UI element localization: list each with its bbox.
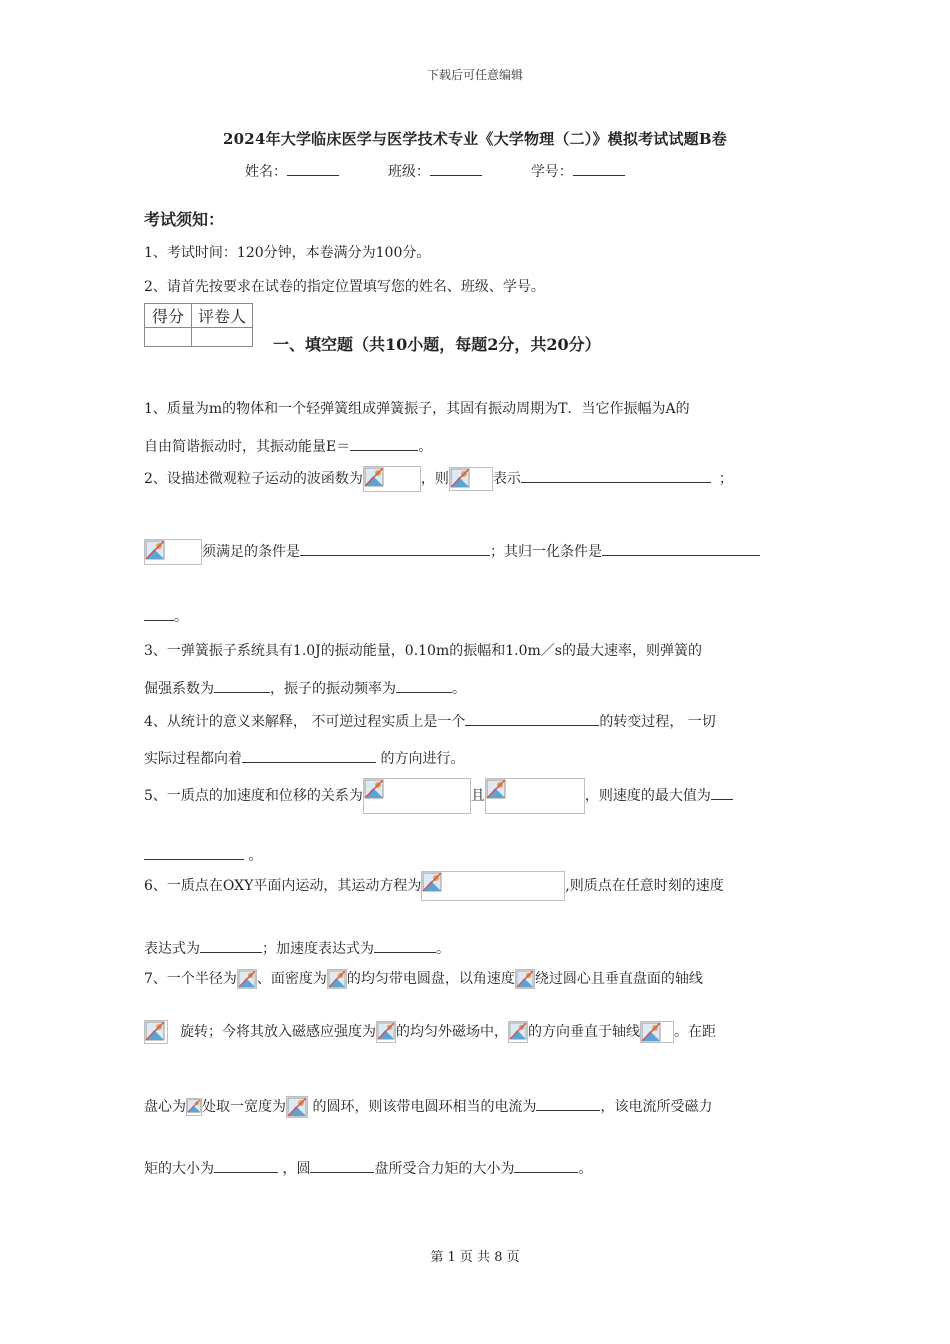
text: ，圆: [278, 1161, 311, 1177]
text: 的转变过程， 一切: [599, 714, 716, 730]
answer-blank[interactable]: [536, 1096, 600, 1111]
formula-image-icon: [485, 778, 585, 814]
text: 。: [174, 609, 188, 625]
formula-image-icon: [186, 1098, 202, 1116]
text: 旋转；今将其放入磁感应强度为: [180, 1024, 376, 1040]
text: 矩的大小为: [144, 1161, 214, 1177]
text: 盘所受合力矩的大小为: [374, 1161, 515, 1177]
formula-image-icon: [363, 466, 421, 492]
student-id-blank[interactable]: [573, 161, 625, 176]
formula-image-icon: [327, 969, 347, 989]
question-3-line: 3、一弹簧振子系统具有1.0J的振动能量，0.10m的振幅和1.0m／s的最大速率，则弹簧的: [144, 643, 702, 659]
formula-image-icon: [144, 539, 202, 565]
text: 处取一宽度为: [202, 1099, 286, 1115]
question-4-line: [144, 711, 716, 731]
grader-header: 评卷人: [192, 304, 253, 328]
formula-image-icon: [508, 1021, 528, 1043]
question-5-line: [144, 778, 733, 814]
answer-blank[interactable]: [242, 748, 376, 763]
text: ；加速度表达式为: [262, 941, 374, 957]
text: 的圆环，则该带电圆环相当的电流为: [308, 1099, 537, 1115]
score-header: 得分: [145, 304, 192, 328]
formula-image-icon: [640, 1021, 674, 1043]
question-6-line: [144, 938, 450, 958]
class-label: 班级：: [387, 164, 430, 180]
answer-blank[interactable]: [214, 678, 270, 693]
text: 。: [244, 848, 263, 864]
answer-blank[interactable]: [300, 541, 490, 556]
answer-blank[interactable]: [144, 606, 174, 621]
formula-image-icon: [286, 1096, 308, 1118]
question-7-line: [144, 1018, 716, 1046]
answer-blank[interactable]: [514, 1158, 578, 1173]
text: 5、一质点的加速度和位移的关系为: [144, 788, 363, 804]
formula-image-icon: [376, 1021, 396, 1043]
formula-image-icon: [144, 1020, 168, 1044]
text: 绕过圆心且垂直盘面的轴线: [534, 971, 703, 987]
student-info: [245, 161, 625, 181]
text: ,则质点在任意时刻的速度: [565, 878, 724, 894]
text: 的方向进行。: [376, 751, 465, 767]
text: 表达式为: [144, 941, 200, 957]
text: 须满足的条件是: [202, 544, 300, 560]
formula-image-icon: [237, 969, 257, 989]
score-cell[interactable]: [145, 328, 192, 347]
text: 。: [578, 1161, 593, 1177]
text: 。: [436, 941, 450, 957]
text: 。在距: [674, 1024, 716, 1040]
question-1-line: [144, 436, 432, 456]
exam-title: 2024年大学临床医学与医学技术专业《大学物理（二）》模拟考试试题B卷: [223, 130, 727, 148]
question-6-line: [144, 871, 724, 901]
text: 。: [418, 439, 433, 455]
text: ；其归一化条件是: [490, 544, 602, 560]
text: 的均匀外磁场中，: [396, 1024, 508, 1040]
text: 、面密度为: [256, 971, 327, 987]
text: 自由简谐振动时，其振动能量E＝: [144, 439, 351, 455]
question-5-line: [144, 845, 262, 865]
question-3-line: [144, 678, 466, 698]
answer-blank[interactable]: [350, 436, 418, 451]
answer-blank[interactable]: [144, 845, 244, 860]
notice-heading: 考试须知：: [144, 210, 225, 229]
text: 且: [470, 788, 485, 804]
answer-blank[interactable]: [465, 711, 599, 726]
question-4-line: [144, 748, 464, 768]
name-blank[interactable]: [287, 161, 339, 176]
answer-blank[interactable]: [521, 468, 711, 483]
student-id-label: 学号：: [530, 164, 573, 180]
formula-image-icon: [449, 467, 493, 491]
text: ，该电流所受磁力: [600, 1099, 713, 1115]
answer-blank[interactable]: [200, 938, 262, 953]
question-1-line: 1、质量为m的物体和一个轻弹簧组成弹簧振子，其固有振动周期为T．当它作振幅为A的: [144, 401, 690, 417]
text: 6、一质点在OXY平面内运动，其运动方程为: [144, 878, 422, 894]
text: 倔强系数为: [144, 681, 214, 697]
text: ，则: [420, 471, 449, 487]
text: ；: [718, 471, 733, 487]
notice-item: 2、请首先按要求在试卷的指定位置填写您的姓名、班级、学号。: [144, 279, 545, 295]
class-blank[interactable]: [430, 161, 482, 176]
formula-image-icon: [515, 969, 535, 989]
text: 的方向垂直于轴线: [528, 1024, 640, 1040]
answer-blank[interactable]: [602, 541, 760, 556]
notice-item: 1、考试时间：120分钟，本卷满分为100分。: [144, 245, 431, 261]
text: 的均匀带电圆盘，以角速度: [346, 971, 515, 987]
question-7-line: [144, 1094, 712, 1120]
question-7-line: [144, 1158, 592, 1178]
answer-blank[interactable]: [396, 678, 452, 693]
text: 7、一个半径为: [144, 971, 237, 987]
question-2-line: [144, 538, 760, 566]
formula-image-icon: [421, 871, 565, 901]
formula-image-icon: [363, 778, 471, 814]
text: 盘心为: [144, 1099, 186, 1115]
answer-blank[interactable]: [214, 1158, 278, 1173]
text: 实际过程都向着: [144, 751, 242, 767]
name-label: 姓名：: [245, 164, 287, 180]
text: 。: [452, 681, 466, 697]
text: 2、设描述微观粒子运动的波函数为: [144, 471, 363, 487]
section-title: 一、填空题（共10小题，每题2分，共20分）: [273, 335, 601, 354]
answer-blank[interactable]: [711, 785, 733, 800]
question-7-line: [144, 966, 703, 992]
question-2-line: [144, 606, 188, 626]
score-table: [144, 303, 253, 347]
text: 表示: [492, 471, 521, 487]
question-2-line: [144, 466, 733, 492]
text: 4、从统计的意义来解释， 不可逆过程实质上是一个: [144, 714, 466, 730]
answer-blank[interactable]: [374, 938, 436, 953]
page-footer: 第 1 页 共 8 页: [430, 1250, 520, 1265]
answer-blank[interactable]: [310, 1158, 374, 1173]
text: ，振子的振动频率为: [270, 681, 396, 697]
text: ，则速度的最大值为: [584, 788, 711, 804]
page-header: 下载后可任意编辑: [426, 68, 523, 82]
grader-cell[interactable]: [192, 328, 253, 347]
